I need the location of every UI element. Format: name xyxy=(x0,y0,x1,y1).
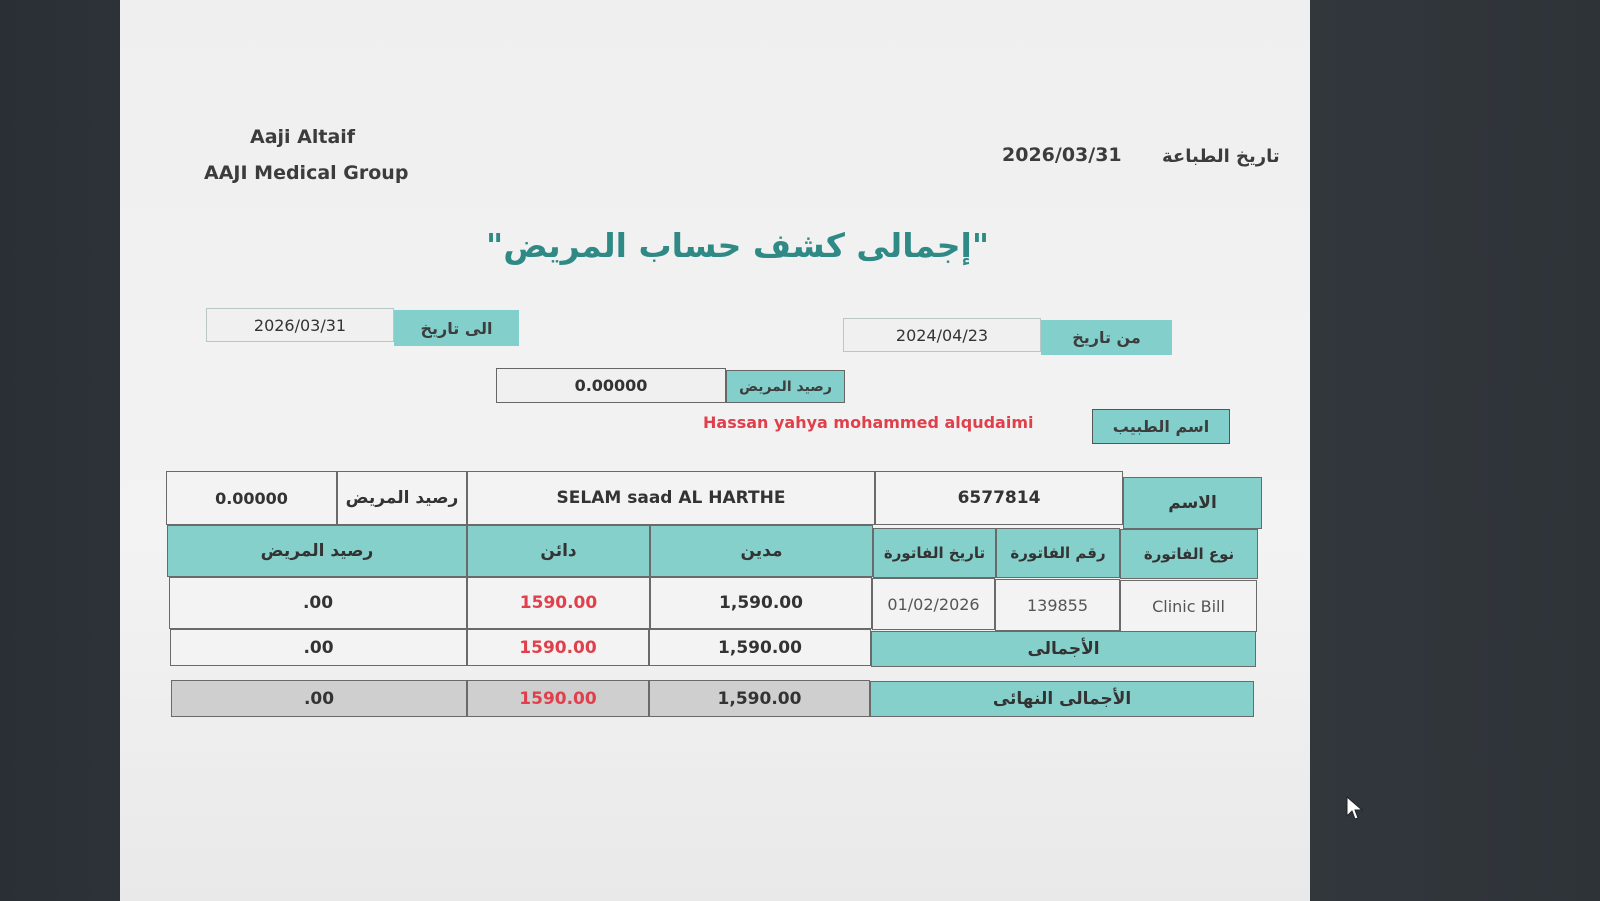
total-debit: 1,590.00 xyxy=(649,629,871,666)
total-label: الأجمالى xyxy=(871,631,1256,667)
doctor-label-button[interactable]: اسم الطبيب xyxy=(1092,409,1230,444)
patient-balance-label: رصيد المريض xyxy=(726,370,845,403)
grand-total-credit: 1590.00 xyxy=(467,680,649,717)
print-date-label: تاريخ الطباعة xyxy=(1162,146,1280,167)
print-date: 2026/03/31 xyxy=(1002,144,1122,166)
from-date-field[interactable]: 2024/04/23 xyxy=(843,318,1041,352)
row-credit: 1590.00 xyxy=(467,577,650,629)
user-name: Aaji Altaif xyxy=(250,126,356,148)
row-invoice-number: 139855 xyxy=(995,579,1120,631)
to-date-label: الى تاريخ xyxy=(394,310,519,346)
from-date-label: من تاريخ xyxy=(1041,320,1172,355)
column-header-invoice-type: نوع الفاتورة xyxy=(1120,529,1258,579)
organization-name: AAJI Medical Group xyxy=(204,162,409,184)
row-balance: .00 xyxy=(169,577,467,629)
patient-name: SELAM saad AL HARTHE xyxy=(467,471,875,525)
grand-total-label: الأجمالى النهائى xyxy=(870,681,1254,717)
column-header-balance: رصيد المريض xyxy=(167,525,467,577)
row-debit: 1,590.00 xyxy=(650,577,872,629)
report-title: "إجمالى كشف حساب المريض" xyxy=(486,226,990,265)
patient-name-label: الاسم xyxy=(1123,477,1262,529)
mouse-cursor-icon xyxy=(1346,796,1364,822)
patient-balance-field[interactable]: 0.00000 xyxy=(496,368,726,403)
patient-id: 6577814 xyxy=(875,471,1123,525)
column-header-credit: دائن xyxy=(467,525,650,577)
column-header-invoice-date: تاريخ الفاتورة xyxy=(873,528,996,578)
patient-balance-value: 0.00000 xyxy=(166,471,337,525)
total-credit: 1590.00 xyxy=(467,629,649,666)
doctor-name: Hassan yahya mohammed alqudaimi xyxy=(703,413,1034,432)
row-invoice-date: 01/02/2026 xyxy=(872,578,995,630)
grand-total-balance: .00 xyxy=(171,680,467,717)
to-date-field[interactable]: 2026/03/31 xyxy=(206,308,394,342)
row-invoice-type: Clinic Bill xyxy=(1120,580,1257,632)
patient-balance-header: رصيد المريض xyxy=(337,471,467,525)
column-header-debit: مدين xyxy=(650,525,873,577)
total-balance: .00 xyxy=(170,629,467,666)
report-page xyxy=(120,0,1310,901)
grand-total-debit: 1,590.00 xyxy=(649,680,870,717)
column-header-invoice-number: رقم الفاتورة xyxy=(996,528,1120,578)
